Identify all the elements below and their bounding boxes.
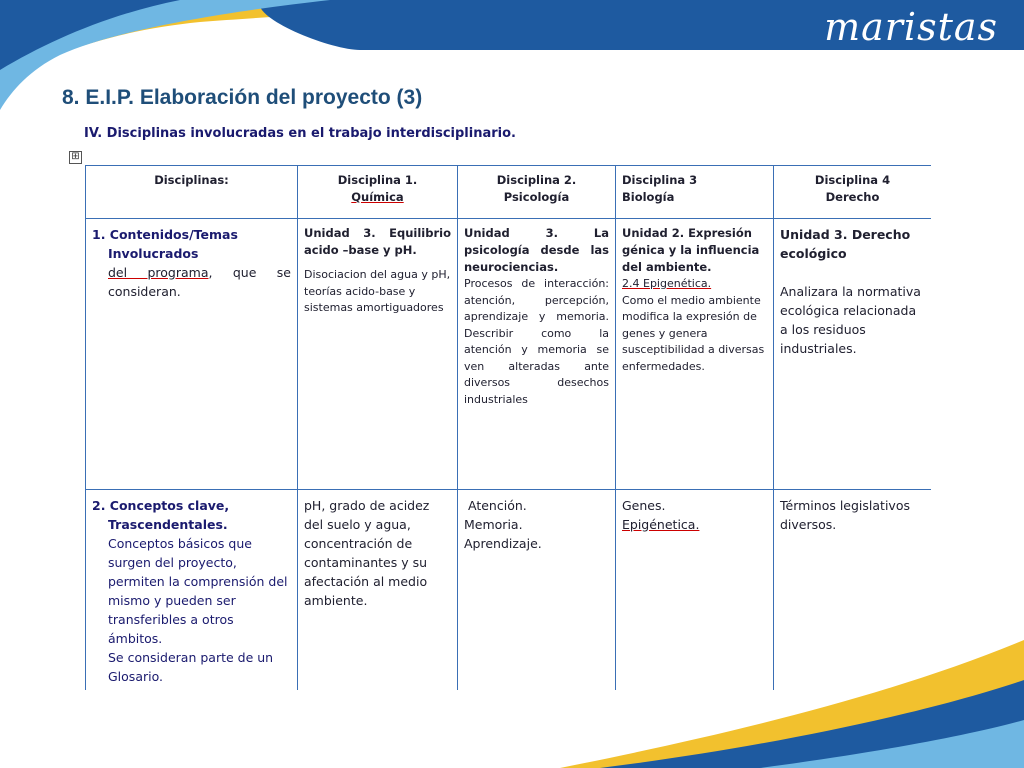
row1-quimica-cell: Unidad 3. Equilibrio acido –base y pH. Disociacion del agua y pH, teorías acido-base y sistemas amortiguadores — [298, 219, 458, 490]
row2-label-cell: 2. Conceptos clave, Trascendentales. Conceptos básicos que surgen del proyecto, permiten la comprensión del mismo y pueden ser transferibles a otros ámbitos. Se consideran parte de un Glosario. — [86, 490, 298, 691]
row1-psicologia-cell: Unidad 3. La psicología desde las neurociencias. Procesos de interacción: atención, percepción, aprendizaje y memoria. Describir como la atención y memoria se ven alteradas ante diversos desechos industriales — [458, 219, 616, 490]
row2-psicologia-cell: Atención. Memoria. Aprendizaje. — [458, 490, 616, 691]
table-row-contenidos — [86, 219, 932, 490]
header-disciplina-4: Disciplina 4 Derecho — [774, 166, 932, 219]
header-disciplinas: Disciplinas: — [86, 166, 298, 219]
row1-biologia-cell: Unidad 2. Expresión génica y la influencia del ambiente. 2.4 Epigenética. Como el medio ambiente modifica la expresión de genes y genera susceptibilidad a diversas enfermedades. — [616, 219, 774, 490]
table-header-row — [86, 166, 932, 219]
row2-biologia-cell: Genes. Epigénetica. — [616, 490, 774, 691]
disciplines-table — [85, 165, 931, 690]
row2-derecho-cell: Términos legislativos diversos. — [774, 490, 932, 691]
section-heading: IV. Disciplinas involucradas en el trabajo interdisciplinario. — [84, 126, 516, 141]
row2-quimica-cell: pH, grado de acidez del suelo y agua, concentración de contaminantes y su afectación al medio ambiente. — [298, 490, 458, 691]
header-disciplina-2: Disciplina 2. Psicología — [458, 166, 616, 219]
maristas-logo: maristas — [824, 5, 998, 49]
row1-label-cell: 1. Contenidos/Temas Involucrados del programa, que se consideran. — [86, 219, 298, 490]
disciplines-table-container — [85, 165, 931, 690]
row1-derecho-cell: Unidad 3. Derecho ecológico Analizara la normativa ecológica relacionada a los residuos industriales. — [774, 219, 932, 490]
slide-title: 8. E.I.P. Elaboración del proyecto (3) — [62, 86, 423, 109]
header-disciplina-1: Disciplina 1. Química — [298, 166, 458, 219]
header-disciplina-3: Disciplina 3 Biología — [616, 166, 774, 219]
table-move-handle-icon[interactable]: ⊞ — [69, 151, 82, 164]
table-row-conceptos — [86, 490, 932, 691]
